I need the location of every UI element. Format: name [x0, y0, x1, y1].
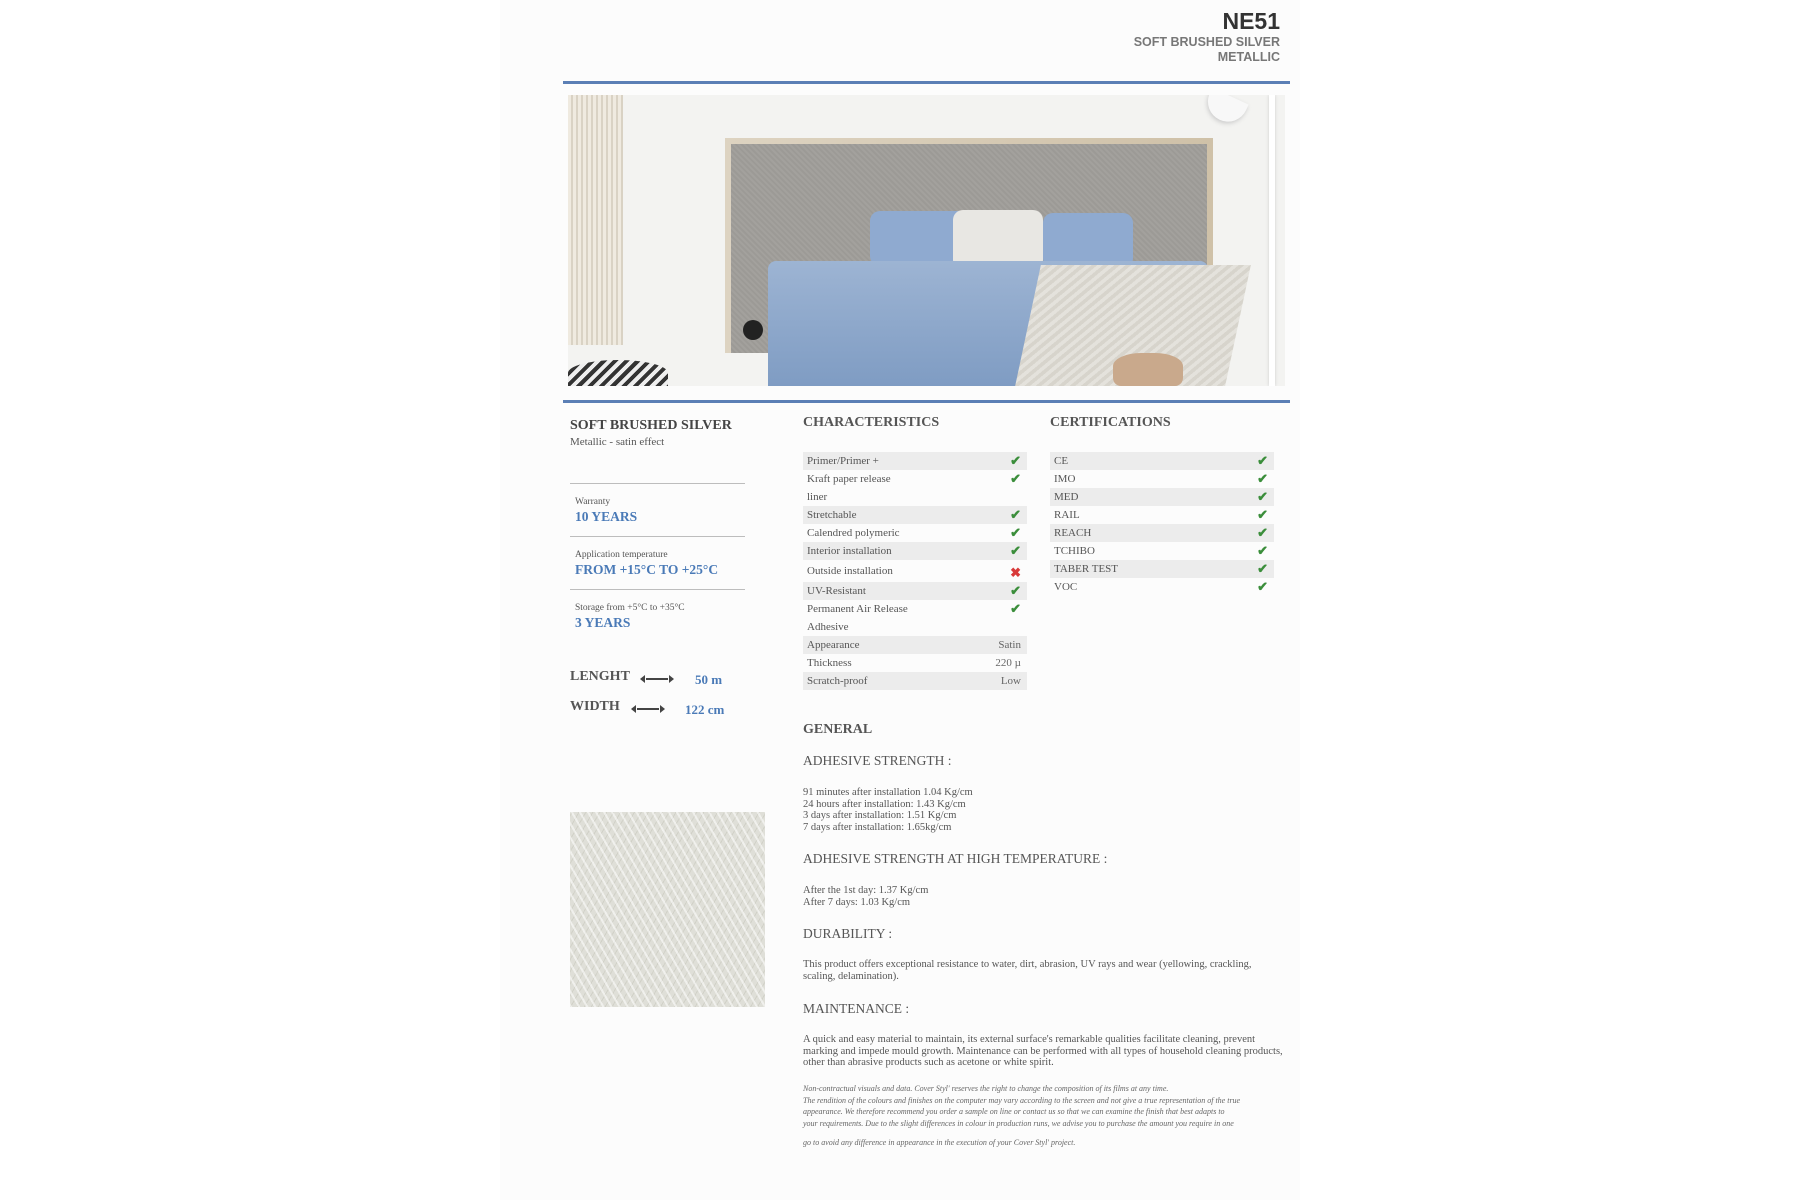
row-label: UV-Resistant [807, 585, 866, 597]
adhesive-line: 24 hours after installation: 1.43 Kg/cm [803, 798, 966, 810]
table-row [803, 672, 1027, 690]
table-row [1050, 452, 1274, 470]
table-row [1050, 488, 1274, 506]
check-icon: ✔ [1257, 471, 1268, 486]
check-icon: ✔ [1257, 579, 1268, 594]
row-label: Adhesive [807, 621, 849, 633]
check-icon: ✔ [1010, 583, 1021, 598]
disclaimer-line: appearance. We therefore recommend you order a sample on line or contact us so that we can examine the finish that best adapts to [803, 1107, 1225, 1116]
divider [570, 589, 745, 590]
storage-label: Storage from +5°C to +35°C [575, 603, 685, 613]
row-label: liner [807, 491, 828, 503]
width-value: 122 cm [685, 702, 725, 717]
check-icon: ✔ [1257, 525, 1268, 540]
header-subtitle-line2: METALLIC [1217, 50, 1280, 64]
double-arrow-icon [637, 708, 659, 710]
adhesive-line: 91 minutes after installation 1.04 Kg/cm [803, 787, 973, 798]
disclaimer-line: Non-contractual visuals and data. Cover Styl' reserves the right to change the composition of its films at any time. [803, 1084, 1169, 1093]
check-icon: ✔ [1010, 525, 1021, 540]
check-icon: ✔ [1257, 543, 1268, 558]
row-label: Thickness [807, 657, 852, 669]
row-label: Outside installation [807, 565, 893, 577]
table-row [803, 560, 1027, 582]
check-icon: ✔ [1010, 453, 1021, 468]
row-label: Stretchable [807, 509, 857, 521]
high-temp-line: After 7 days: 1.03 Kg/cm [803, 896, 911, 908]
length-label: LENGHT [570, 669, 630, 684]
product-description: Metallic - satin effect [570, 436, 665, 448]
table-row [1050, 506, 1274, 524]
cross-icon: ✖ [1010, 565, 1021, 580]
application-temp-label: Application temperature [575, 550, 668, 560]
general-title: GENERAL [803, 722, 873, 737]
row-label: VOC [1054, 581, 1078, 593]
table-row [1050, 560, 1274, 578]
row-label: IMO [1054, 473, 1076, 485]
row-value: 220 µ [995, 657, 1021, 669]
length-value: 50 m [695, 672, 723, 687]
table-row [803, 524, 1027, 542]
table-row [803, 618, 1027, 636]
macrame-decor [568, 95, 623, 345]
row-value: Low [1000, 675, 1021, 687]
storage-value: 3 YEARS [575, 615, 631, 630]
maintenance-text: A quick and easy material to maintain, its external surface's remarkable qualities facilitate cleaning, prevent marking and impede mould growth. Maintenance can be performed with all types of household cleaning products, other than abrasive products such as acetone or white spirit. [803, 1034, 1283, 1068]
high-temp-title: ADHESIVE STRENGTH AT HIGH TEMPERATURE : [803, 851, 1108, 866]
check-icon: ✔ [1010, 601, 1021, 616]
product-code: NE51 [1222, 8, 1280, 34]
divider [570, 483, 745, 484]
adhesive-strength-title: ADHESIVE STRENGTH : [803, 753, 952, 768]
row-label: Kraft paper release [807, 473, 891, 485]
certifications-title: CERTIFICATIONS [1050, 415, 1171, 430]
maintenance-title: MAINTENANCE : [803, 1001, 910, 1016]
row-label: CE [1054, 455, 1069, 467]
room-photo [568, 95, 1285, 386]
pillow [1043, 213, 1133, 268]
durability-text: This product offers exceptional resistance to water, dirt, abrasion, UV rays and wear (yellowing, crackling, scaling, delamination). [803, 959, 1252, 982]
high-temp-line: After the 1st day: 1.37 Kg/cm [803, 885, 929, 896]
check-icon: ✔ [1257, 507, 1268, 522]
alarm-clock-icon [743, 320, 763, 340]
table-row [803, 452, 1027, 470]
table-row [803, 582, 1027, 600]
product-name: SOFT BRUSHED SILVER [570, 418, 732, 433]
table-row [803, 488, 1027, 506]
row-label: Primer/Primer + [807, 455, 879, 467]
row-label: Interior installation [807, 545, 892, 557]
adhesive-line: 3 days after installation: 1.51 Kg/cm [803, 810, 957, 821]
warranty-label: Warranty [575, 497, 611, 507]
table-row [803, 654, 1027, 672]
disclaimer [803, 1083, 1293, 1149]
row-label: MED [1054, 491, 1079, 503]
check-icon: ✔ [1257, 453, 1268, 468]
lamp-pole [1269, 95, 1275, 386]
lamp-icon [1201, 95, 1248, 128]
material-swatch [570, 812, 765, 1007]
application-temp-value: FROM +15°C TO +25°C [575, 562, 719, 577]
row-label: Calendred polymeric [807, 527, 900, 539]
divider [570, 536, 745, 537]
warranty-value: 10 YEARS [575, 509, 638, 524]
check-icon: ✔ [1257, 489, 1268, 504]
basket [1113, 353, 1183, 386]
header-subtitle-line1: SOFT BRUSHED SILVER [1133, 35, 1280, 49]
row-value: Satin [998, 639, 1021, 651]
row-label: Scratch-proof [807, 675, 868, 687]
check-icon: ✔ [1010, 543, 1021, 558]
table-row [803, 600, 1027, 618]
rug [568, 360, 668, 386]
row-label: Permanent Air Release [807, 603, 908, 615]
adhesive-strength-list [803, 787, 1283, 833]
table-row [1050, 578, 1274, 596]
high-temp-list [803, 885, 1283, 908]
durability-title: DURABILITY : [803, 926, 893, 941]
table-row [1050, 470, 1274, 488]
photo-divider [563, 400, 1290, 403]
header-divider [563, 81, 1290, 84]
row-label: REACH [1054, 527, 1092, 539]
table-row [803, 506, 1027, 524]
check-icon: ✔ [1010, 507, 1021, 522]
table-row [803, 542, 1027, 560]
row-label: Appearance [807, 639, 860, 651]
disclaimer-line: your requirements. Due to the slight differences in colour in production runs, we advise you to purchase the amount you require in one [803, 1118, 1234, 1128]
header-subtitle [1080, 35, 1280, 65]
check-icon: ✔ [1010, 471, 1021, 486]
adhesive-line: 7 days after installation: 1.65kg/cm [803, 821, 952, 833]
double-arrow-icon [646, 678, 668, 680]
certifications-table [1050, 452, 1274, 596]
characteristics-table [803, 452, 1027, 690]
row-label: RAIL [1054, 509, 1080, 521]
row-label: TABER TEST [1054, 563, 1119, 575]
table-row [1050, 542, 1274, 560]
disclaimer-line: go to avoid any difference in appearance in the execution of your Cover Styl' project. [803, 1138, 1076, 1147]
table-row [803, 470, 1027, 488]
table-row [803, 636, 1027, 654]
table-row [1050, 524, 1274, 542]
width-label: WIDTH [570, 699, 620, 714]
characteristics-title: CHARACTERISTICS [803, 415, 940, 430]
row-label: TCHIBO [1054, 545, 1095, 557]
check-icon: ✔ [1257, 561, 1268, 576]
disclaimer-line: The rendition of the colours and finishes on the computer may vary according to the screen and not give a true representation of the true [803, 1095, 1241, 1105]
